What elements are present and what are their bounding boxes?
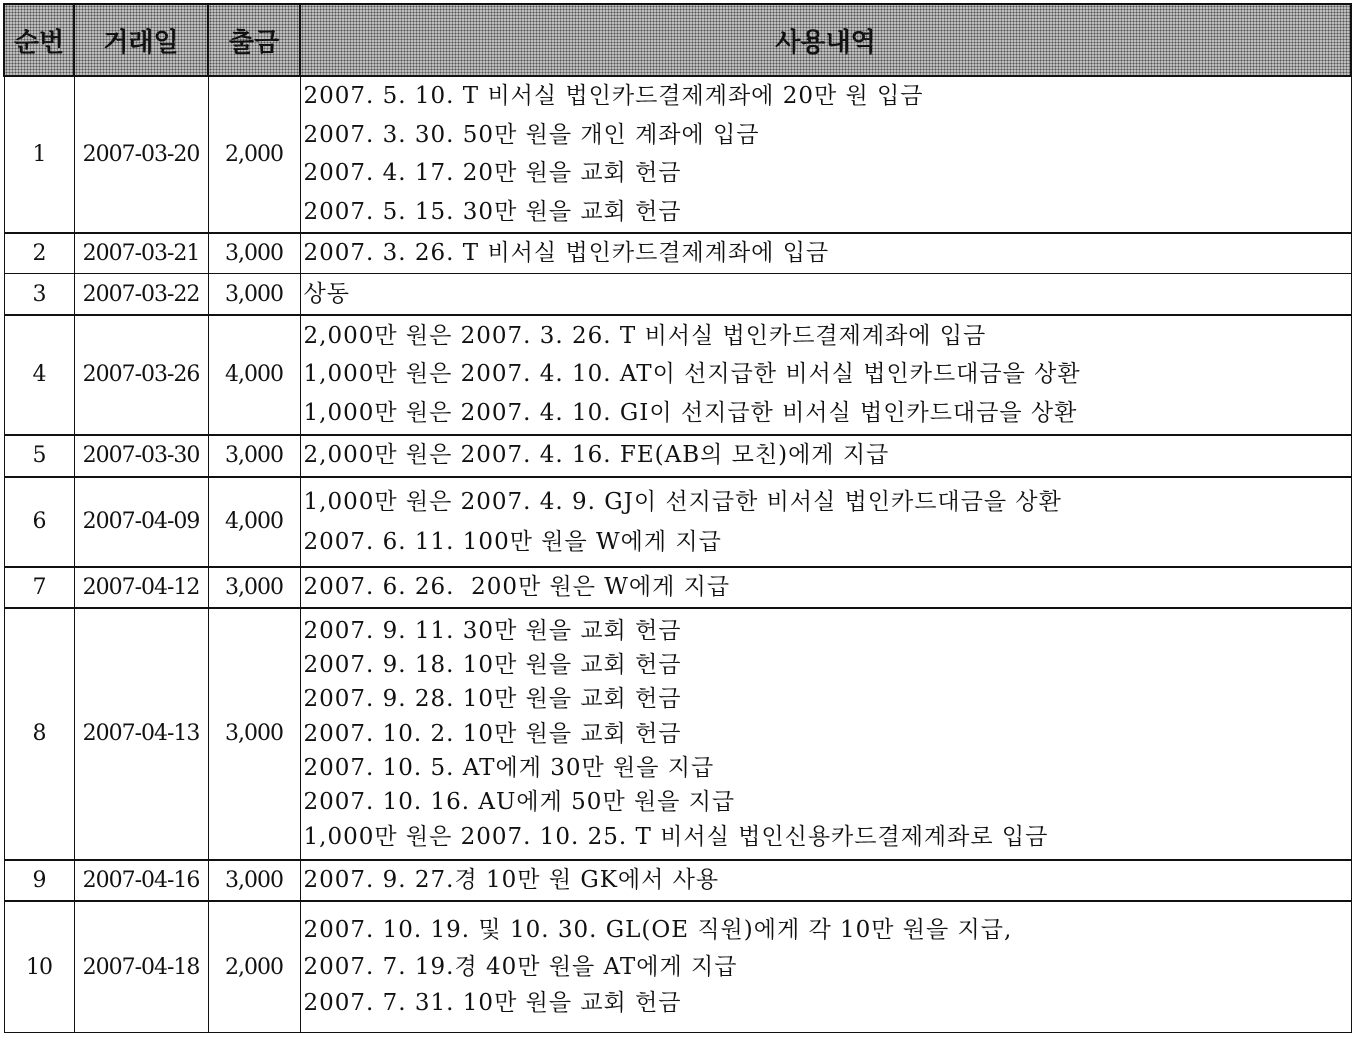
row-no: 1 [4,76,74,233]
table-row [4,901,1351,1033]
row-usage [300,435,1351,477]
usage-line: 2007. 3. 30. 50만 원을 개인 계좌에 입금 [303,121,760,148]
usage-line: 2007. 4. 17. 20만 원을 교회 헌금 [303,160,682,187]
usage-line: 2007. 10. 19. 및 10. 30. GL(OE 직원)에게 각 10만 원을 지급, [303,917,1013,944]
usage-line: 2007. 7. 19.경 40만 원을 AT에게 지급 [303,953,738,980]
row-date: 2007-03-30 [74,435,208,477]
table-row [4,477,1351,567]
usage-line: 2007. 9. 11. 30만 원을 교회 헌금 [303,617,682,644]
row-no: 3 [4,274,74,315]
usage-line: 2007. 7. 31. 10만 원을 교회 헌금 [303,990,682,1017]
row-date: 2007-03-22 [74,274,208,315]
row-no: 2 [4,233,74,274]
usage-line: 2007. 5. 15. 30만 원을 교회 헌금 [303,199,682,226]
row-amount: 4,000 [208,315,300,435]
usage-line: 2007. 10. 2. 10만 원을 교회 헌금 [303,720,682,747]
header-amount: 출금 [208,4,300,76]
table-row [4,76,1351,233]
usage-line: 2,000만 원은 2007. 4. 16. FE(AB의 모친)에게 지급 [303,442,890,469]
row-date: 2007-04-12 [74,567,208,608]
usage-line: 2007. 10. 5. AT에게 30만 원을 지급 [303,754,715,781]
row-no: 9 [4,860,74,901]
row-date: 2007-04-13 [74,608,208,860]
row-usage [300,901,1351,1033]
usage-line: 2007. 9. 27.경 10만 원 GK에서 사용 [303,866,720,893]
row-date: 2007-03-21 [74,233,208,274]
usage-line: 1,000만 원은 2007. 4. 10. AT이 선지급한 비서실 법인카드대금을 상환 [303,361,1081,388]
withdrawal-usage-table [3,3,1352,1033]
table-row [4,567,1351,608]
usage-line: 2007. 10. 16. AU에게 50만 원을 지급 [303,789,736,816]
header-date: 거래일 [74,4,208,76]
row-usage [300,274,1351,315]
row-date: 2007-04-18 [74,901,208,1033]
row-usage [300,567,1351,608]
usage-line: 1,000만 원은 2007. 10. 25. T 비서실 법인신용카드결제계좌로 입금 [303,823,1049,850]
row-date: 2007-03-20 [74,76,208,233]
usage-line: 2007. 3. 26. T 비서실 법인카드결제계좌에 입금 [303,240,830,267]
row-no: 8 [4,608,74,860]
row-no: 10 [4,901,74,1033]
row-usage [300,608,1351,860]
table-row [4,315,1351,435]
row-usage [300,233,1351,274]
usage-line: 2007. 9. 28. 10만 원을 교회 헌금 [303,686,682,713]
usage-line: 2,000만 원은 2007. 3. 26. T 비서실 법인카드결제계좌에 입금 [303,322,987,349]
row-amount: 3,000 [208,435,300,477]
row-usage [300,76,1351,233]
row-no: 4 [4,315,74,435]
table-row [4,435,1351,477]
usage-line: 2007. 5. 10. T 비서실 법인카드결제계좌에 20만 원 입금 [303,83,924,109]
row-date: 2007-03-26 [74,315,208,435]
row-amount: 3,000 [208,233,300,274]
row-no: 7 [4,567,74,608]
usage-line: 2007. 6. 11. 100만 원을 W에게 지급 [303,528,722,555]
usage-line: 1,000만 원은 2007. 4. 9. GJ이 선지급한 비서실 법인카드대금을 상환 [303,488,1062,515]
row-usage [300,315,1351,435]
row-date: 2007-04-16 [74,860,208,901]
row-amount: 3,000 [208,608,300,860]
row-no: 6 [4,477,74,567]
table-row [4,233,1351,274]
header-usage: 사용내역 [300,4,1351,76]
row-amount: 3,000 [208,567,300,608]
row-amount: 3,000 [208,860,300,901]
table-row [4,608,1351,860]
table-row [4,860,1351,901]
row-date: 2007-04-09 [74,477,208,567]
usage-line: 상동 [303,280,350,307]
row-amount: 3,000 [208,274,300,315]
usage-line: 2007. 6. 26. 200만 원은 W에게 지급 [303,573,731,600]
row-no: 5 [4,435,74,477]
row-amount: 4,000 [208,477,300,567]
row-amount: 2,000 [208,76,300,233]
header-row [4,4,1351,76]
usage-line: 2007. 9. 18. 10만 원을 교회 헌금 [303,652,682,679]
table-row [4,274,1351,315]
usage-line: 1,000만 원은 2007. 4. 10. GI이 선지급한 비서실 법인카드대금을 상환 [303,400,1078,427]
row-usage [300,477,1351,567]
row-amount: 2,000 [208,901,300,1033]
row-usage [300,860,1351,901]
header-no: 순번 [4,4,74,76]
